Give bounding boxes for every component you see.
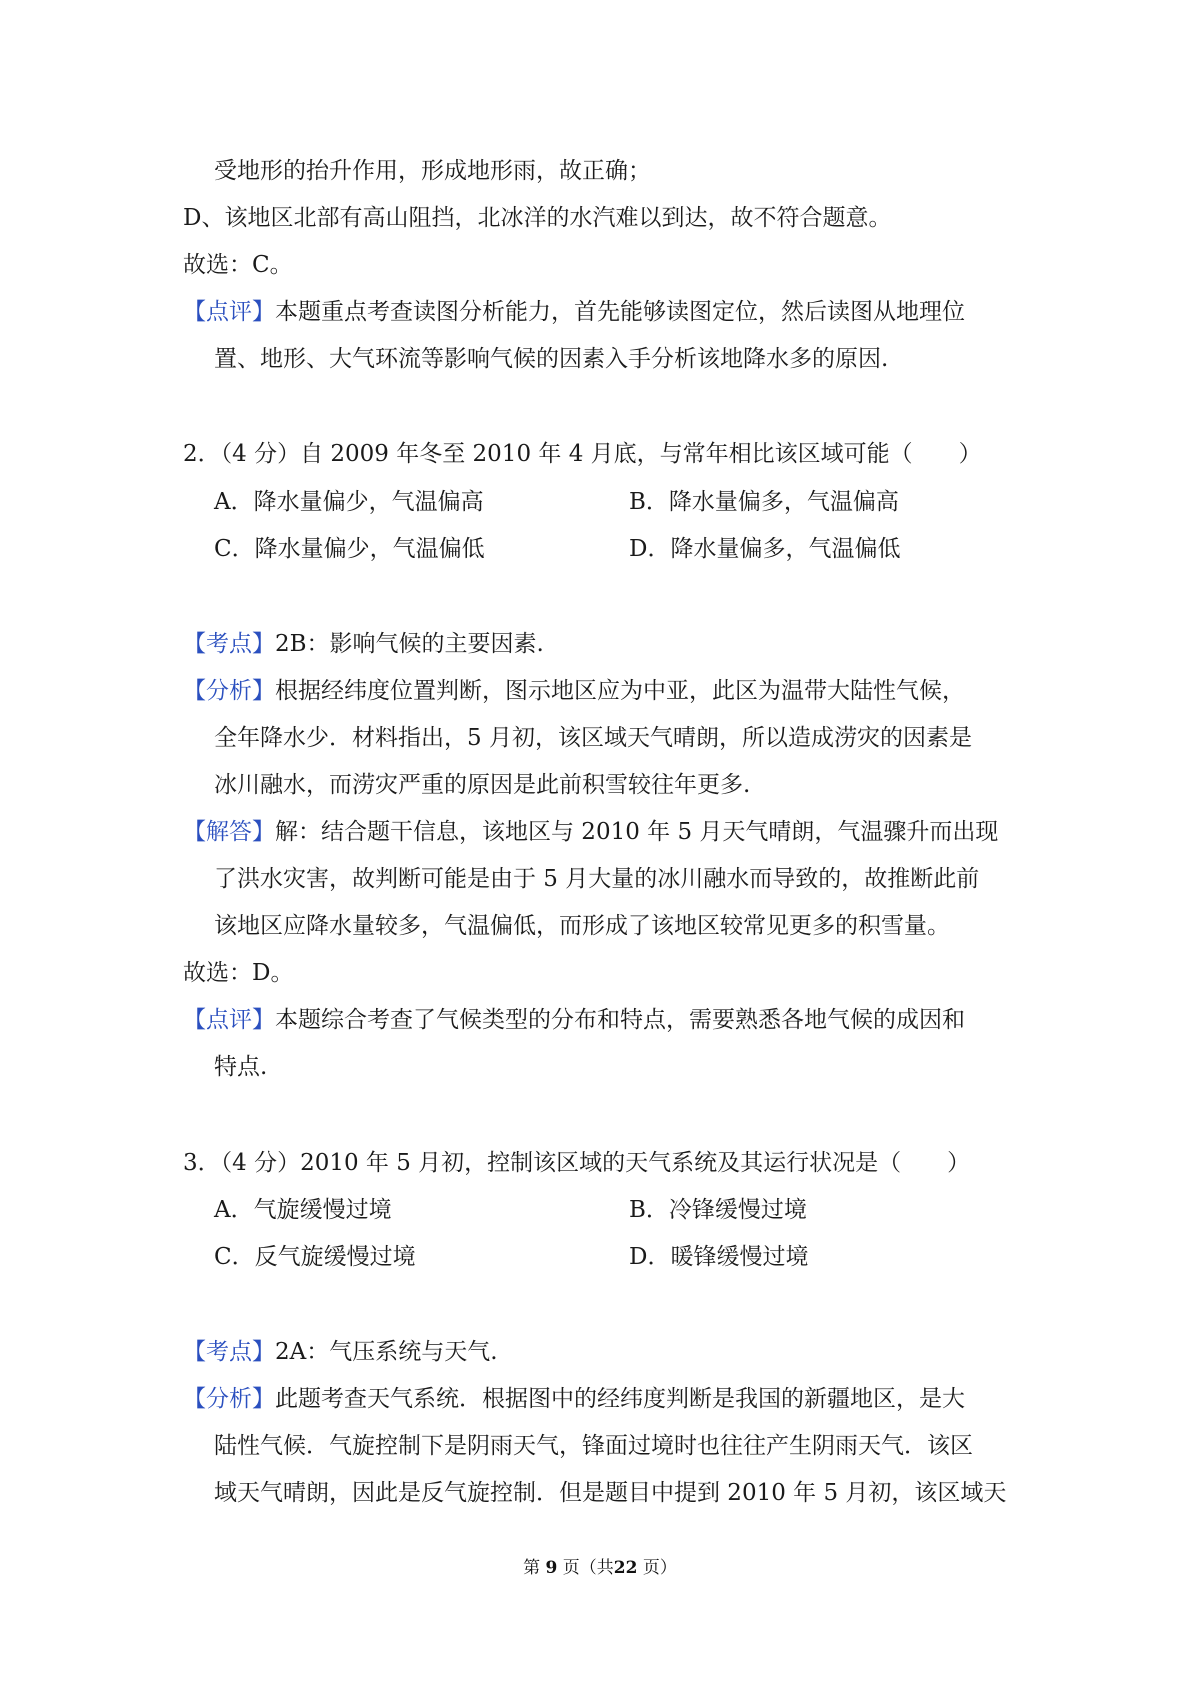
- q2-option-c: C．降水量偏少，气温偏低: [214, 536, 485, 562]
- fenxi-tag: 【分析】: [183, 1386, 275, 1412]
- q3-fenxi: [183, 1384, 965, 1414]
- q3-kaodian: [183, 1337, 498, 1367]
- review-tag: 【点评】: [183, 299, 275, 325]
- review-text-1: 本题重点考查读图分析能力，首先能够读图定位，然后读图从地理位: [275, 299, 965, 325]
- dianping-text-1: 本题综合考查了气候类型的分布和特点，需要熟悉各地气候的成因和: [275, 1007, 965, 1033]
- q2-jieda: [183, 817, 998, 847]
- q3-stem: 3．（4 分）2010 年 5 月初，控制该区域的天气系统及其运行状况是（ ）: [183, 1150, 971, 1176]
- page-footer: [0, 1556, 1200, 1580]
- jieda-text-1: 解：结合题干信息，该地区与 2010 年 5 月天气晴朗，气温骤升而出现: [275, 819, 999, 845]
- dianping-tag: 【点评】: [183, 1007, 275, 1033]
- kaodian-tag: 【考点】: [183, 1339, 275, 1365]
- q3-option-c: C．反气旋缓慢过境: [214, 1244, 416, 1270]
- q2-fenxi: [183, 676, 965, 706]
- q2-kaodian: [183, 629, 544, 659]
- carry-review-line-2: 置、地形、大气环流等影响气候的因素入手分析该地降水多的原因.: [214, 346, 889, 372]
- q3-option-a: A．气旋缓慢过境: [214, 1197, 392, 1223]
- carry-answer: 故选：C。: [183, 252, 293, 278]
- q2-dianping-line-2: 特点.: [214, 1054, 268, 1080]
- fenxi-text-1: 根据经纬度位置判断，图示地区应为中亚，此区为温带大陆性气候，: [275, 678, 965, 704]
- jieda-tag: 【解答】: [183, 819, 275, 845]
- total-page-number: 22: [613, 1558, 638, 1578]
- q2-stem: 2．（4 分）自 2009 年冬至 2010 年 4 月底，与常年相比该区域可能（ ）: [183, 441, 982, 467]
- kaodian-text: 2A：气压系统与天气.: [275, 1339, 498, 1365]
- q2-fenxi-line-3: 冰川融水，而涝灾严重的原因是此前积雪较往年更多.: [214, 772, 751, 798]
- q2-jieda-line-3: 该地区应降水量较多，气温偏低，而形成了该地区较常见更多的积雪量。: [214, 913, 950, 939]
- current-page-number: 9: [545, 1558, 558, 1578]
- carry-line-1: 受地形的抬升作用，形成地形雨，故正确；: [214, 158, 651, 184]
- fenxi-text-1: 此题考查天气系统．根据图中的经纬度判断是我国的新疆地区，是大: [275, 1386, 965, 1412]
- q3-option-d: D．暖锋缓慢过境: [629, 1244, 809, 1270]
- footer-suffix: 页）: [642, 1558, 677, 1578]
- q3-option-b: B．冷锋缓慢过境: [629, 1197, 807, 1223]
- q2-option-d: D．降水量偏多，气温偏低: [629, 536, 901, 562]
- footer-middle: 页（共: [562, 1558, 614, 1578]
- q2-dianping: [183, 1005, 965, 1035]
- fenxi-tag: 【分析】: [183, 678, 275, 704]
- carry-review: [183, 297, 965, 327]
- footer-prefix: 第: [523, 1558, 541, 1578]
- kaodian-text: 2B：影响气候的主要因素.: [275, 631, 544, 657]
- q3-fenxi-line-2: 陆性气候．气旋控制下是阴雨天气，锋面过境时也往往产生阴雨天气．该区: [214, 1433, 973, 1459]
- carry-line-2: D、该地区北部有高山阻挡，北冰洋的水汽难以到达，故不符合题意。: [183, 205, 892, 231]
- q2-fenxi-line-2: 全年降水少．材料指出，5 月初，该区域天气晴朗，所以造成涝灾的因素是: [214, 725, 972, 751]
- q3-fenxi-line-3: 域天气晴朗，因此是反气旋控制．但是题目中提到 2010 年 5 月初，该区域天: [214, 1480, 1007, 1506]
- q2-answer: 故选：D。: [183, 960, 294, 986]
- q2-option-a: A．降水量偏少，气温偏高: [214, 489, 484, 515]
- kaodian-tag: 【考点】: [183, 631, 275, 657]
- q2-jieda-line-2: 了洪水灾害，故判断可能是由于 5 月大量的冰川融水而导致的，故推断此前: [214, 866, 980, 892]
- q2-option-b: B．降水量偏多，气温偏高: [629, 489, 899, 515]
